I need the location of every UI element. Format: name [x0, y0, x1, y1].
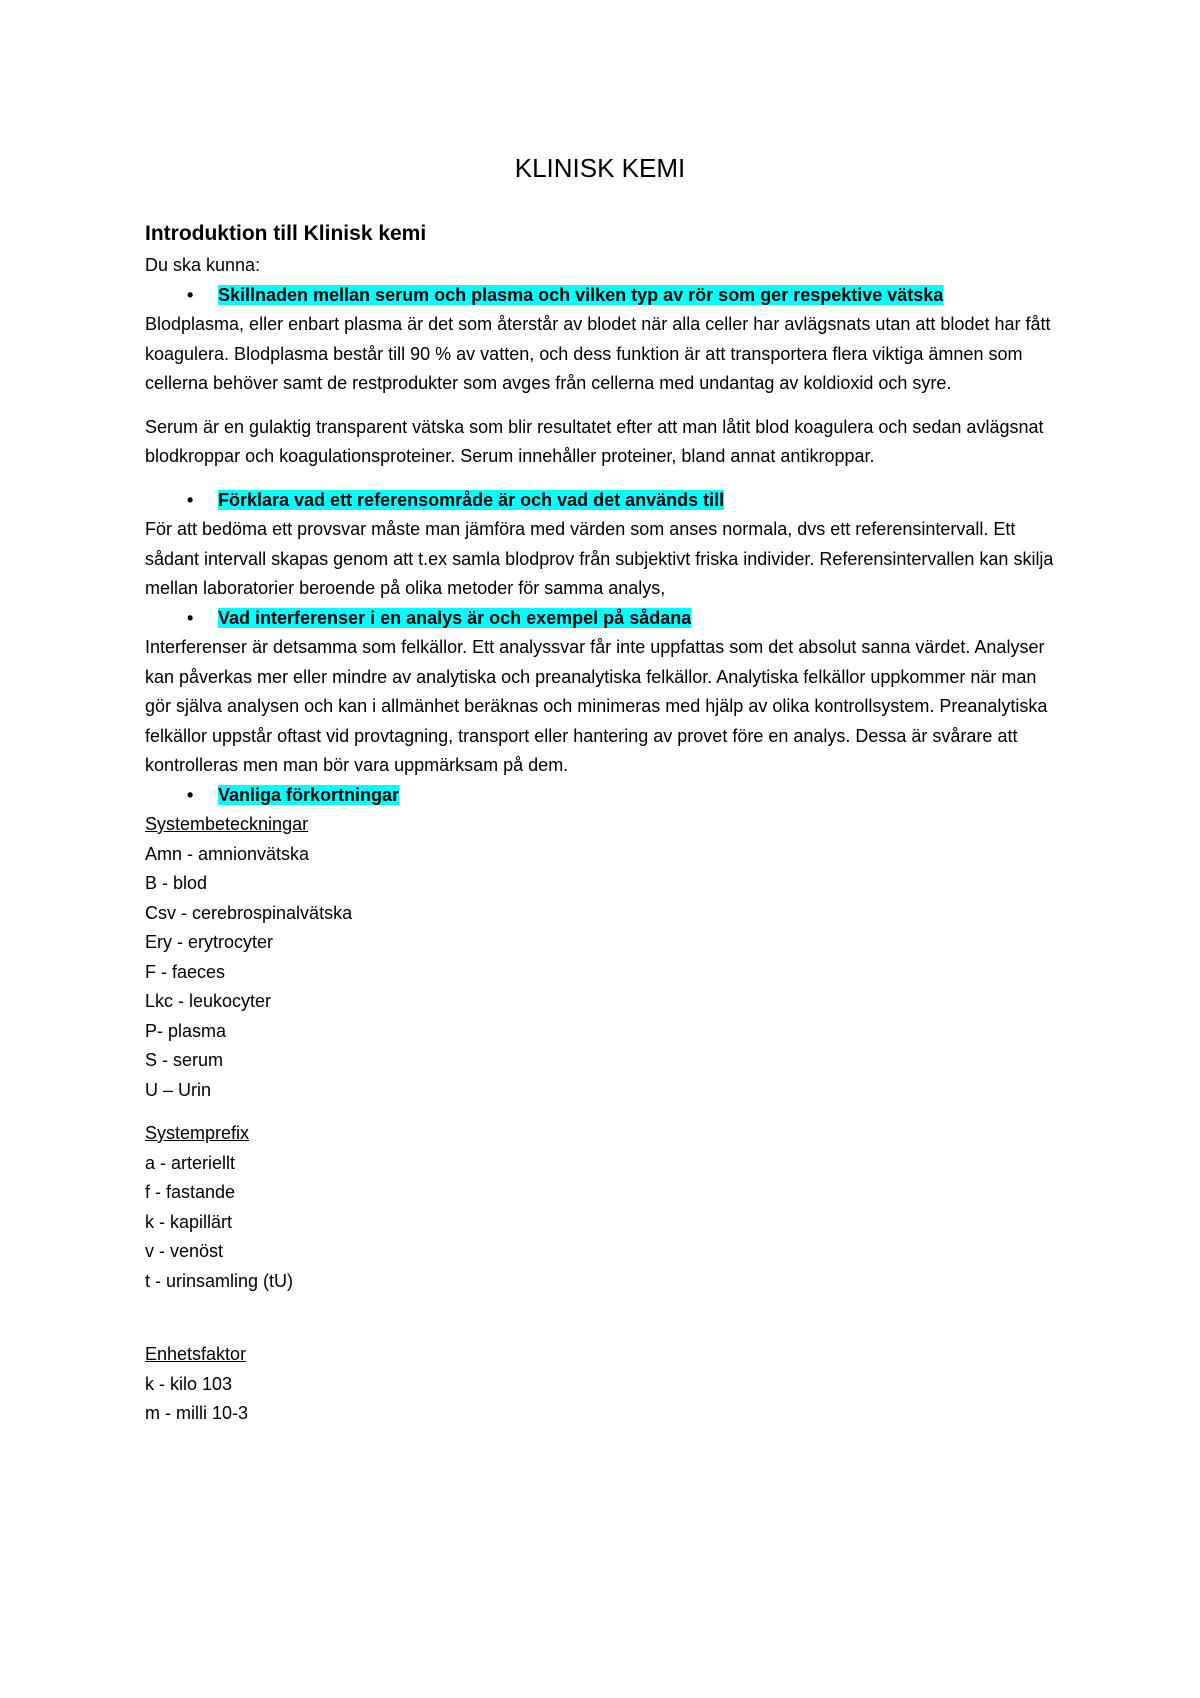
list-item: t - urinsamling (tU) [145, 1270, 294, 1291]
list-label-systemprefix: Systemprefix [145, 1123, 250, 1143]
list-item: Ery - erytrocyter [145, 932, 274, 952]
list-item: v - venöst [145, 1241, 224, 1261]
list-label-enhetsfaktor: Enhetsfaktor [145, 1344, 247, 1364]
list-item: U – Urin [145, 1079, 212, 1100]
intro-text: Du ska kunna: [145, 255, 261, 275]
list-item: B - blod [145, 873, 208, 893]
bullet-item-forkortningar [145, 781, 1065, 811]
bullet-item-interferenser [145, 604, 1065, 634]
bullet-heading: Vanliga förkortningar [218, 784, 400, 805]
document-title: KLINISK KEMI [514, 153, 686, 183]
list-item: f - fastande [145, 1182, 236, 1202]
paragraph: Interferenser är detsamma som felkällor. Ett analyssvar får inte uppfattas som det absolut sanna värdet. Analyser kan påverkas mer eller mindre av analytiska och preanalytiska felkällor. Analytiska felkällor uppkommer när man gör själva analysen och kan i allmänhet beräknas och minimeras med hjälp av olika kontrollsystem. Preanalytiska felkällor uppstår oftast vid provtagning, transport eller hantering av provet före en analys. Dessa är svårare att kontrolleras men man bör vara uppmärksam på dem. [145, 637, 1048, 775]
list-item: k - kapillärt [145, 1211, 233, 1232]
list-item: m - milli 10-3 [145, 1403, 249, 1423]
bullet-icon: • [187, 284, 194, 305]
list-item: Lkc - leukocyter [145, 991, 272, 1011]
list-item: F - faeces [145, 961, 226, 982]
section-heading: Introduktion till Klinisk kemi [145, 222, 427, 245]
paragraph: För att bedöma ett provsvar måste man jämföra med värden som anses normala, dvs ett referensintervall. Ett sådant intervall skapas genom att t.ex samla blodprov från subjektivt friska individer. Referensintervallen kan skilja mellan laboratorier beroende på olika metoder för samma analys, [145, 519, 1054, 598]
bullet-icon: • [187, 607, 194, 628]
bullet-icon: • [187, 784, 194, 805]
list-item: P- plasma [145, 1020, 227, 1041]
list-label-systembeteckningar: Systembeteckningar [145, 814, 309, 834]
list-item: k - kilo 103 [145, 1373, 233, 1394]
bullet-heading: Vad interferenser i en analys är och exempel på sådana [218, 607, 692, 628]
bullet-heading: Skillnaden mellan serum och plasma och vilken typ av rör som ger respektive vätska [218, 284, 944, 305]
bullet-item-serum-plasma [145, 281, 1065, 311]
document-content [145, 220, 1065, 1429]
list-item: Csv - cerebrospinalvätska [145, 902, 353, 923]
bullet-item-referensomrade [145, 486, 1065, 516]
bullet-icon: • [187, 489, 194, 510]
list-item: Amn - amnionvätska [145, 843, 310, 864]
list-item: a - arteriellt [145, 1152, 236, 1173]
paragraph: Blodplasma, eller enbart plasma är det som återstår av blodet när alla celler har avlägsnats utan att blodet har fått koagulera. Blodplasma består till 90 % av vatten, och dess funktion är att transportera flera viktiga ämnen som cellerna behöver samt de restprodukter som avges från cellerna med undantag av koldioxid och syre. [145, 314, 1051, 393]
list-item: S - serum [145, 1050, 224, 1070]
bullet-heading: Förklara vad ett referensområde är och vad det används till [218, 489, 725, 510]
paragraph: Serum är en gulaktig transparent vätska som blir resultatet efter att man låtit blod koagulera och sedan avlägsnat blodkroppar och koagulationsproteiner. Serum innehåller proteiner, bland annat antikroppar. [145, 416, 1044, 466]
